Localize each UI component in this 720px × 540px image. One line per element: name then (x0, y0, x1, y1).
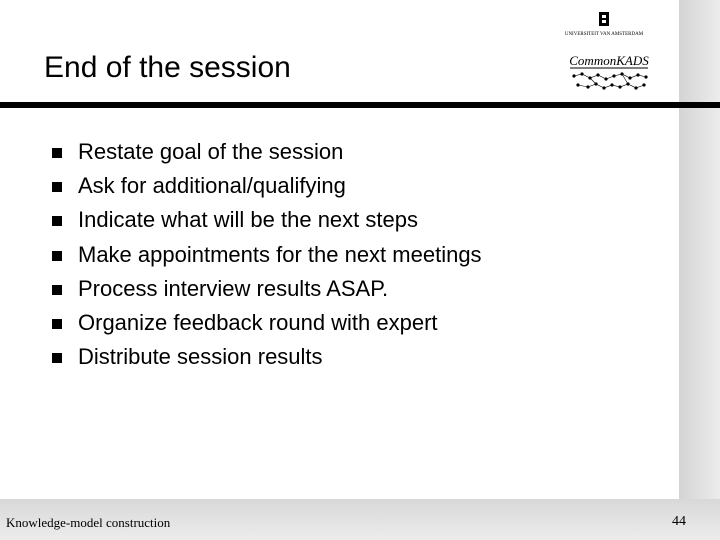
bullet-text: Restate goal of the session (78, 139, 344, 164)
bullet-item (52, 138, 482, 172)
bullet-text: Process interview results ASAP. (78, 275, 389, 301)
square-bullet-icon (52, 216, 62, 226)
title-divider (0, 102, 720, 108)
square-bullet-icon (52, 285, 62, 295)
right-decorative-strip (679, 0, 720, 540)
square-bullet-icon (52, 319, 62, 329)
bullet-text: Indicate what will be the next steps (78, 207, 418, 233)
bullet-item (52, 343, 482, 377)
uva-logo (563, 10, 645, 40)
commonkads-logo-text: CommonKADS (569, 53, 649, 68)
commonkads-logo (566, 52, 652, 94)
bullet-text: Ask for additional/qualifying (78, 173, 346, 199)
bullet-item (52, 275, 482, 309)
bullet-text: Distribute session results (78, 344, 323, 370)
slide-title: End of the session (44, 51, 291, 84)
footer-text: Knowledge-model construction (6, 515, 171, 530)
bullet-item (52, 309, 482, 343)
page-number: 44 (672, 514, 686, 529)
bullet-item (52, 172, 482, 206)
bullet-item (52, 206, 482, 240)
bullet-list (52, 138, 482, 377)
square-bullet-icon (52, 251, 62, 261)
bullet-text: Organize feedback round with expert (78, 309, 438, 335)
bullet-text: Make appointments for the next meetings (78, 241, 482, 267)
uva-logo-text: UNIVERSITEIT VAN AMSTERDAM (564, 32, 644, 37)
square-bullet-icon (52, 353, 62, 363)
square-bullet-icon (52, 182, 62, 192)
square-bullet-icon (52, 148, 62, 158)
bullet-item (52, 241, 482, 275)
